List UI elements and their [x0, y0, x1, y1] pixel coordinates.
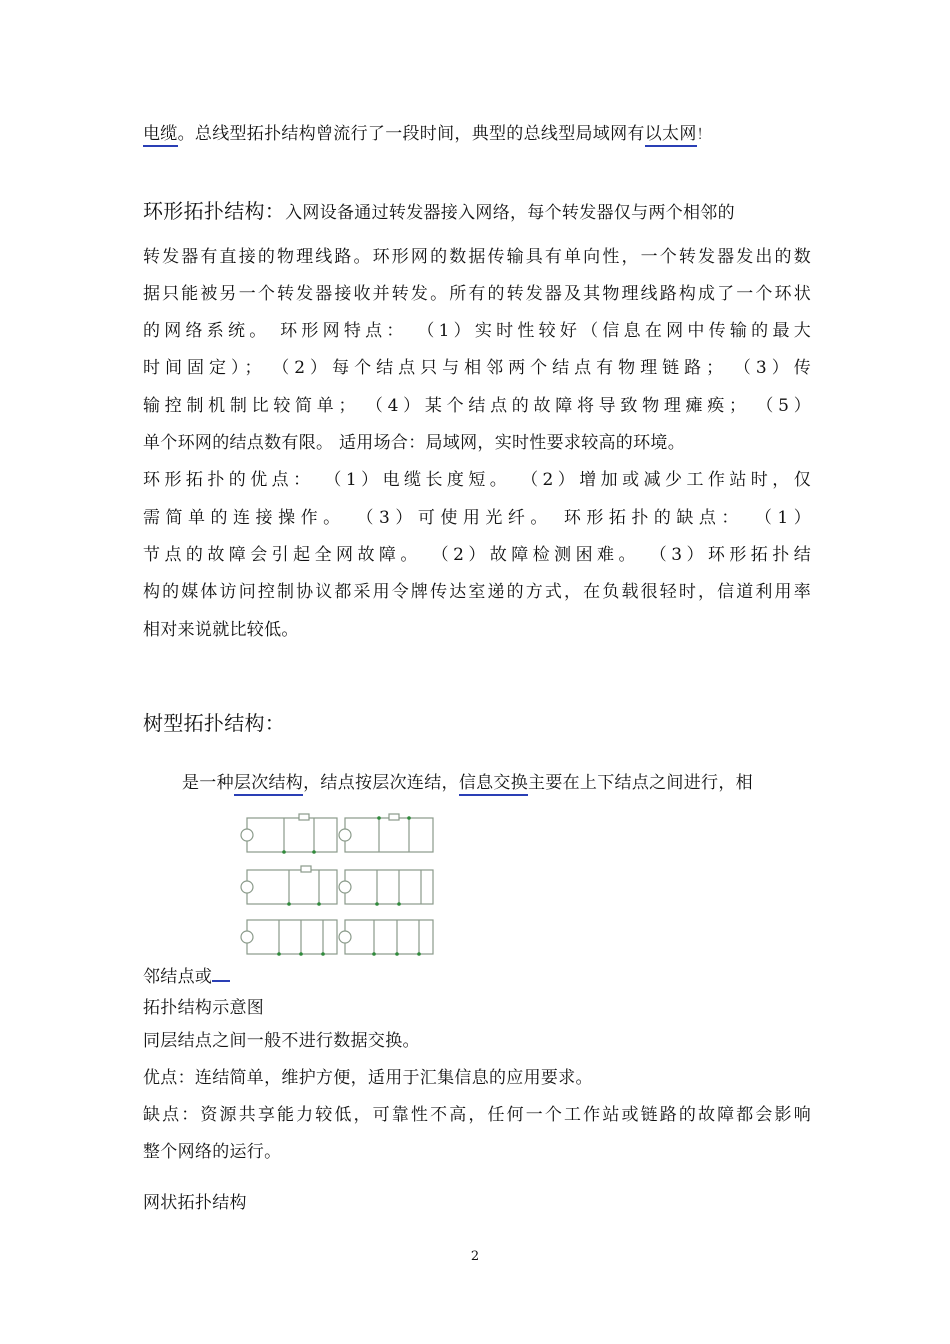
- topology-figure-image: [239, 810, 451, 960]
- ring-line: 需简单的连接操作。 （3）可使用光纤。 环形拓扑的缺点： （1）: [143, 508, 811, 528]
- ring-line-1: 入网设备通过转发器接入网络，每个转发器仅与两个相邻的: [285, 203, 735, 223]
- mesh-heading: 网状拓扑结构: [143, 1193, 247, 1213]
- tree-intro: [182, 773, 812, 793]
- ring-line: 节点的故障会引起全网故障。 （2）故障检测困难。 （3）环形拓扑结: [143, 545, 811, 565]
- page-number: 2: [470, 1249, 480, 1264]
- tree-cons-2: 整个网络的运行。: [143, 1142, 282, 1162]
- tree-intro-c: 主要在上下结点之间进行，相: [528, 773, 753, 793]
- tree-pros: 优点：连结简单，维护方便，适用于汇集信息的应用要求。: [143, 1068, 593, 1088]
- bus-text: 。总线型拓扑结构曾流行了一段时间，典型的总线型局域网有: [177, 124, 645, 144]
- link-hierarchy[interactable]: 层次结构: [234, 773, 303, 796]
- tree-cons-1: 缺点：资源共享能力较低，可靠性不高，任何一个工作站或链路的故障都会影响: [143, 1105, 811, 1125]
- bus-end: ！: [696, 127, 711, 143]
- paragraph-bus-ending: [143, 124, 811, 145]
- tree-heading: 树型拓扑结构：: [143, 711, 286, 735]
- ring-heading: 环形拓扑结构：: [143, 199, 286, 223]
- ring-line: 据只能被另一个转发器接收并转发。所有的转发器及其物理线路构成了一个环状: [143, 284, 811, 304]
- circuit-diagram-icon: [239, 810, 451, 960]
- figure-caption: 拓扑结构示意图: [143, 998, 265, 1018]
- tree-intro-b: ，结点按层次连结，: [303, 773, 459, 793]
- ring-line: 转发器有直接的物理线路。环形网的数据传输具有单向性，一个转发器发出的数: [143, 247, 811, 267]
- link-info-exchange[interactable]: 信息交换: [459, 773, 528, 796]
- tree-line-a: 同层结点之间一般不进行数据交换。: [143, 1031, 420, 1051]
- ring-first-line: [143, 201, 811, 223]
- tree-after-figure: [143, 963, 811, 987]
- tree-intro-a: 是一种: [182, 773, 234, 793]
- ring-line: 时间固定）； （2）每个结点只与相邻两个结点有物理链路； （3）传: [143, 358, 811, 378]
- ring-line: 单个环网的结点数有限。 适用场合：局域网，实时性要求较高的环境。: [143, 433, 686, 453]
- link-cable[interactable]: 电缆: [143, 124, 178, 147]
- empty-link[interactable]: [212, 963, 230, 982]
- tree-after-figure-text: 邻结点或: [143, 967, 213, 987]
- ring-line: 输控制机制比较简单； （4）某个结点的故障将导致物理瘫痪； （5）: [143, 396, 811, 416]
- ring-line: 的网络系统。 环形网特点： （1）实时性较好（信息在网中传输的最大: [143, 321, 811, 341]
- ring-line: 构的媒体访问控制协议都采用令牌传达室递的方式，在负载很轻时，信道利用率: [143, 582, 811, 602]
- link-ethernet[interactable]: 以太网: [645, 124, 697, 147]
- ring-line: 环形拓扑的优点： （1）电缆长度短。 （2）增加或减少工作站时，仅: [143, 470, 811, 490]
- ring-line: 相对来说就比较低。: [143, 620, 299, 640]
